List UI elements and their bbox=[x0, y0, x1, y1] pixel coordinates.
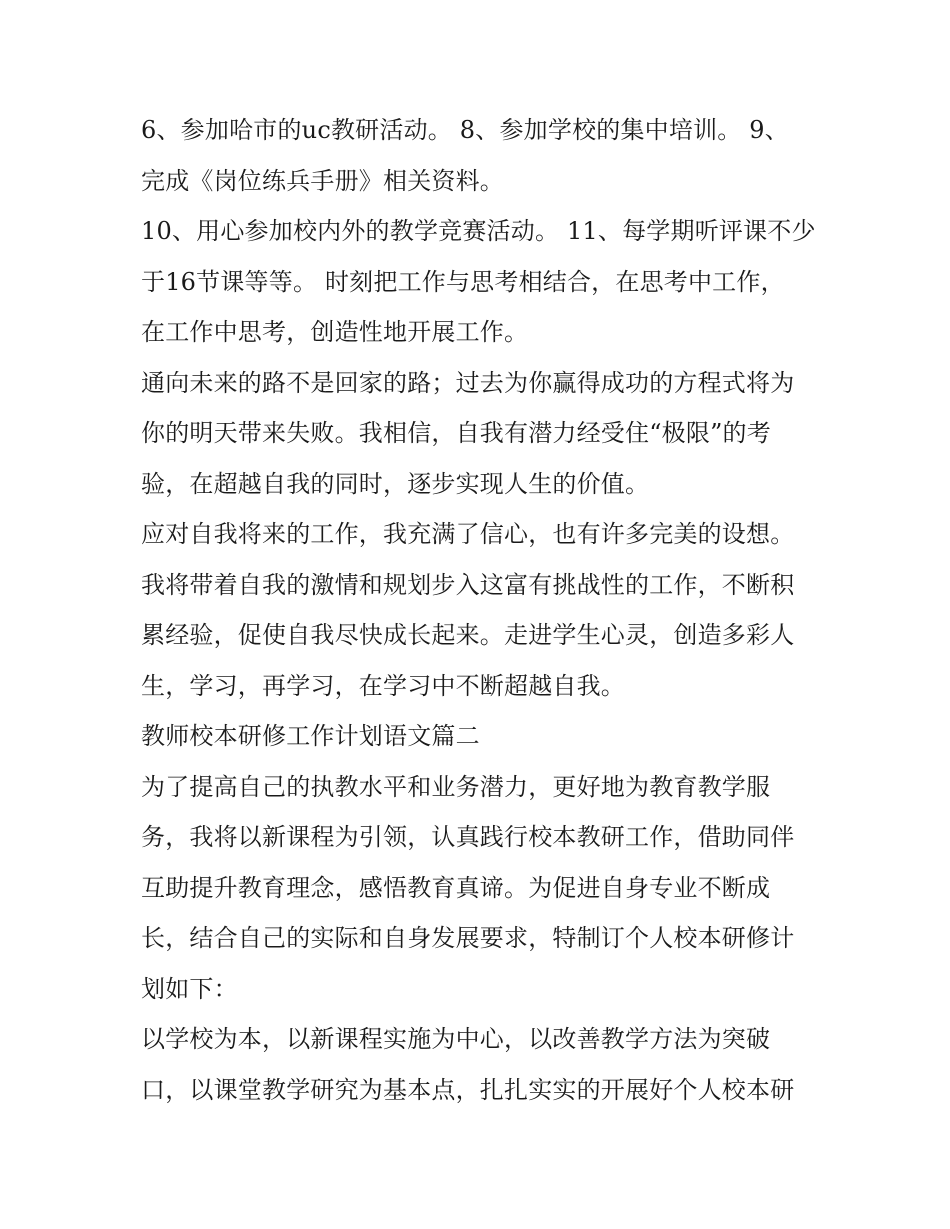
text-line: 6、参加哈市的uc教研活动。 8、参加学校的集中培训。 9、 bbox=[141, 116, 789, 144]
text-line: 通向未来的路不是回家的路；过去为你赢得成功的方程式将为 bbox=[141, 368, 795, 397]
text-line: 务，我将以新课程为引领，认真践行校本教研工作，借助同伴 bbox=[141, 823, 795, 851]
text-line: 累经验，促使自我尽快成长起来。走进学生心灵，创造多彩人 bbox=[141, 621, 795, 649]
text-line: 口，以课堂教学研究为基本点，扎扎实实的开展好个人校本研 bbox=[141, 1075, 795, 1104]
text-line: 于16节课等等。 时刻把工作与思考相结合，在思考中工作， bbox=[141, 267, 785, 296]
section-heading: 教师校本研修工作计划语文篇二 bbox=[141, 722, 480, 750]
document-body bbox=[141, 105, 821, 1115]
text-line: 10、用心参加校内外的教学竞赛活动。 11、每学期听评课不少 bbox=[141, 217, 816, 245]
text-line: 我将带着自我的激情和规划步入这富有挑战性的工作，不断积 bbox=[141, 570, 795, 599]
text-line: 划如下： bbox=[141, 974, 238, 1003]
text-line: 验，在超越自我的同时，逐步实现人生的价值。 bbox=[141, 469, 650, 498]
text-line: 生，学习，再学习，在学习中不断超越自我。 bbox=[141, 671, 625, 700]
text-line: 完成《岗位练兵手册》相关资料。 bbox=[141, 166, 504, 195]
text-line: 应对自我将来的工作，我充满了信心，也有许多完美的设想。 bbox=[141, 520, 795, 548]
text-line: 你的明天带来失败。我相信，自我有潜力经受住“极限”的考 bbox=[141, 419, 771, 447]
text-line: 在工作中思考，创造性地开展工作。 bbox=[141, 318, 529, 346]
text-line: 长，结合自己的实际和自身发展要求，特制订个人校本研修计 bbox=[141, 924, 795, 952]
text-line: 互助提升教育理念，感悟教育真谛。为促进自身专业不断成 bbox=[141, 873, 771, 902]
text-line: 为了提高自己的执教水平和业务潜力，更好地为教育教学服 bbox=[141, 772, 771, 801]
text-line: 以学校为本，以新课程实施为中心，以改善教学方法为突破 bbox=[141, 1025, 771, 1053]
